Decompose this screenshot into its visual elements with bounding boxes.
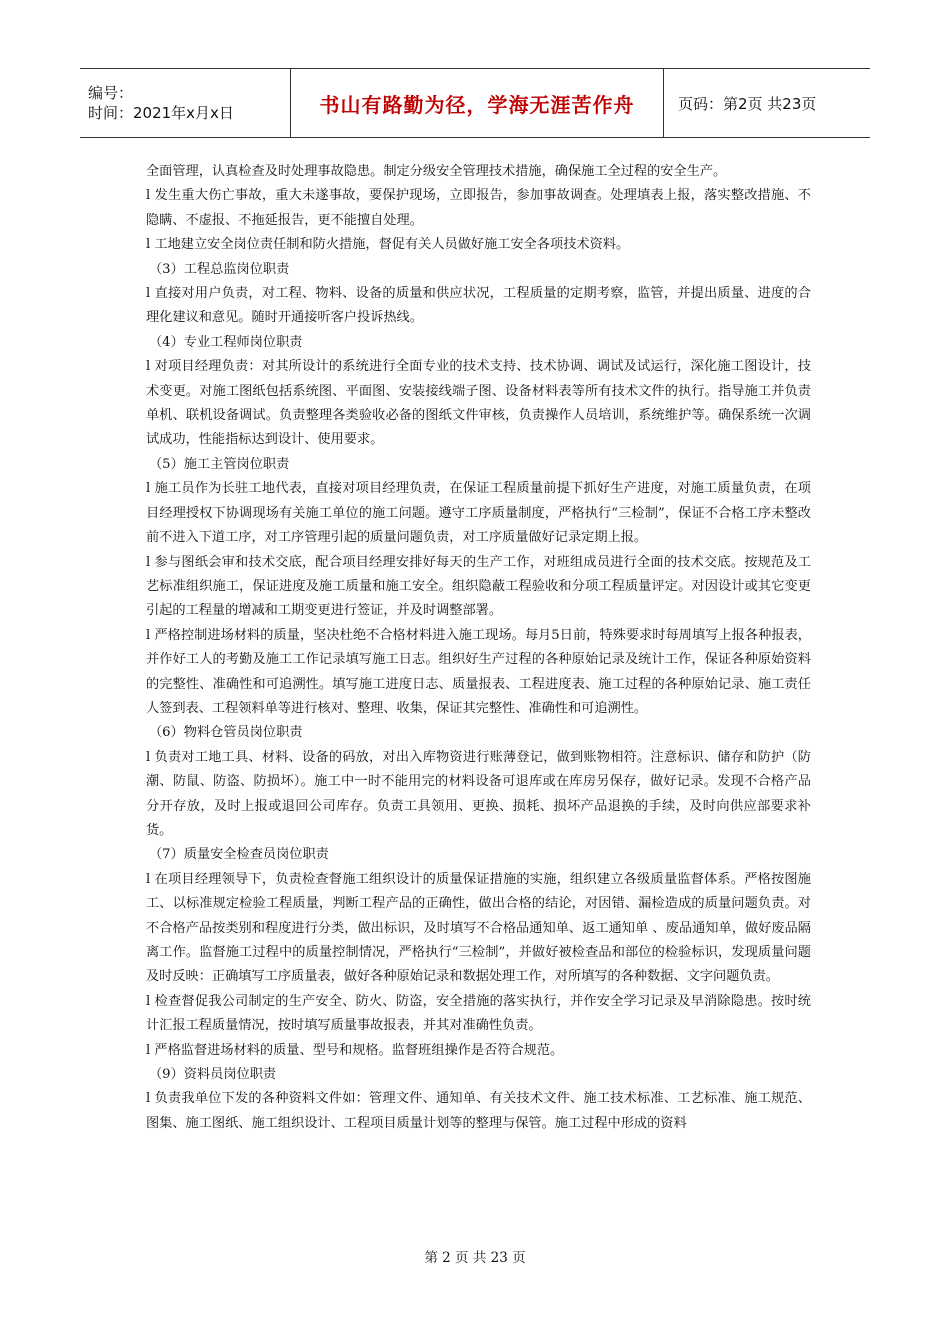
paragraph: l 参与图纸会审和技术交底，配合项目经理安排好每天的生产工作，对班组成员进行全面的技术交底。按规范及工艺标准组织施工，保证进度及施工质量和施工安全。组织隐蔽工程验收和分项工程质量评定。对因设计或其它变更引起的工程量的增减和工期变更进行签证，并及时调整部署。 xyxy=(146,554,811,619)
paragraph: l 直接对用户负责，对工程、物料、设备的质量和供应状况，工程质量的定期考察，监管，并提出质量、进度的合理化建议和意见。随时开通接听客户投诉热线。 xyxy=(146,286,811,326)
header-middle-cell xyxy=(291,69,664,137)
section-heading: （7）质量安全检查员岗位职责 xyxy=(149,847,329,863)
section-heading: （6）物料仓管员岗位职责 xyxy=(149,725,303,741)
paragraph: l 发生重大伤亡事故，重大未遂事故，要保护现场，立即报告，参加事故调查。处理填表上报，落实整改措施、不隐瞒、不虚报、不拖延报告，更不能擅自处理。 xyxy=(146,188,811,228)
page-footer: 第 2 页 共 23 页 xyxy=(424,1250,526,1266)
motto: 书山有路勤为径，学海无涯苦作舟 xyxy=(319,92,635,117)
time-label: 时间：2021年x月x日 xyxy=(88,104,234,122)
section-heading: （5）施工主管岗位职责 xyxy=(149,456,290,472)
page-info: 页码：第2页 共23页 xyxy=(678,94,817,113)
paragraph: l 严格监督进场材料的质量、型号和规格。监督班组操作是否符合规范。 xyxy=(146,1042,564,1058)
paragraph: 全面管理，认真检查及时处理事故隐患。制定分级安全管理技术措施，确保施工全过程的安全生产。 xyxy=(146,164,727,179)
section-heading: （3）工程总监岗位职责 xyxy=(149,261,290,277)
document-body xyxy=(146,160,811,1136)
paragraph: l 对项目经理负责：对其所设计的系统进行全面专业的技术支持、技术协调、调试及试运行，深化施工图设计，技术变更。对施工图纸包括系统图、平面图、安装接线端子图、设备材料表等所有技术文件的执行。指导施工并负责单机、联机设备调试。负责整理各类验收必备的图纸文件审核，负责操作人员培训，系统维护等。确保系统一次调试成功，性能指标达到设计、使用要求。 xyxy=(146,359,811,448)
paragraph: l 严格控制进场材料的质量，坚决杜绝不合格材料进入施工现场。每月5日前，特殊要求时每周填写上报各种报表，并作好工人的考勤及施工工作记录填写施工日志。组织好生产过程的各种原始记录及统计工作，保证各种原始资料的完整性、准确性和可追溯性。填写施工进度日志、质量报表、工程进度表、施工过程的各种原始记录、施工责任人签到表、工程领料单等进行核对、整理、收集，保证其完整性、准确性和可追溯性。 xyxy=(146,627,811,716)
paragraph: l 负责我单位下发的各种资料文件如：管理文件、通知单、有关技术文件、施工技术标准、工艺标准、施工规范、图集、施工图纸、施工组织设计、工程项目质量计划等的整理与保管。施工过程中形成的资料 xyxy=(146,1091,811,1131)
paragraph: l 工地建立安全岗位责任制和防火措施，督促有关人员做好施工安全各项技术资料。 xyxy=(146,237,630,253)
paragraph: l 施工员作为长驻工地代表，直接对项目经理负责，在保证工程质量前提下抓好生产进度，对施工质量负责，在项目经理授权下协调现场有关施工单位的施工问题。遵守工序质量制度，严格执行“三检制”，保证不合格工序未整改前不进入下道工序，对工序管理引起的质量问题负责，对工序质量做好记录定期上报。 xyxy=(146,481,811,546)
paragraph: l 负责对工地工具、材料、设备的码放，对出入库物资进行账薄登记，做到账物相符。注意标识、储存和防护（防潮、防鼠、防盗、防损坏）。施工中一时不能用完的材料设备可退库或在库房另保存，做好记录。发现不合格产品分开存放，及时上报或退回公司库存。负责工具领用、更换、损耗、损坏产品退换的手续，及时向供应部要求补货。 xyxy=(146,749,811,838)
paragraph: l 在项目经理领导下，负责检查督施工组织设计的质量保证措施的实施，组织建立各级质量监督体系。严格按图施工、以标准规定检验工程质量，判断工程产品的正确性，做出合格的结论，对因错、漏检造成的质量问题负责。对不合格产品按类别和程度进行分类，做出标识，及时填写不合格品通知单、返工通知单 、废品通知单，做好废品隔离工作。监督施工过程中的质量控制情况，严格执行“三检制”，并做好被检查品和部位的检验标识，发现质量问题及时反映：正确填写工序质量表，做好各种原始记录和数据处理工作，对所填写的各种数据、文字问题负责。 xyxy=(146,871,811,985)
paragraph: l 检查督促我公司制定的生产安全、防火、防盗，安全措施的落实执行，并作安全学习记录及早消除隐患。按时统计汇报工程质量情况，按时填写质量事故报表，并其对准确性负责。 xyxy=(146,993,811,1034)
section-heading: （4）专业工程师岗位职责 xyxy=(149,334,303,350)
header-right-cell xyxy=(664,69,870,137)
page-header xyxy=(80,68,870,138)
section-heading: （9）资料员岗位职责 xyxy=(149,1067,277,1083)
header-left-cell xyxy=(80,69,291,137)
number-label: 编号： xyxy=(88,84,134,102)
